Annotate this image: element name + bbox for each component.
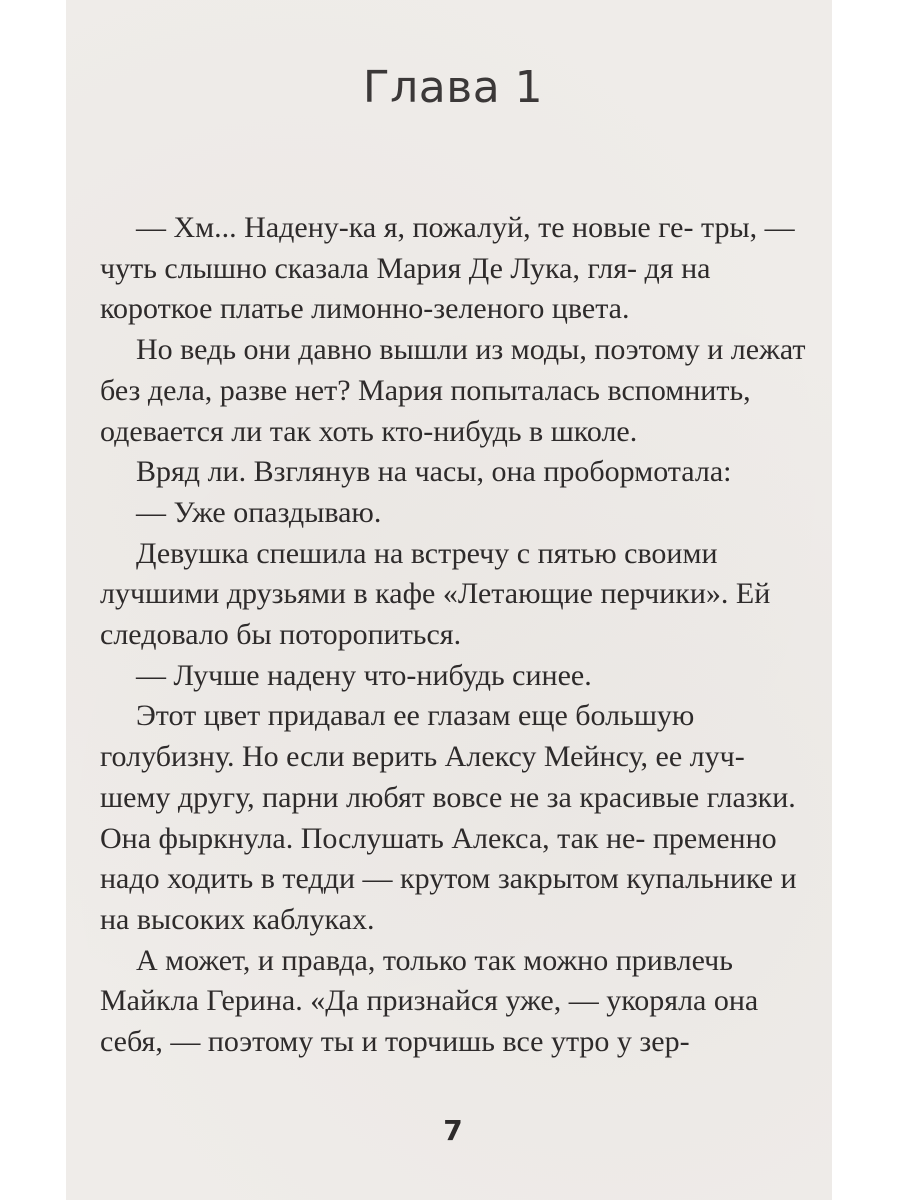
paragraph xyxy=(100,696,816,940)
text-line: и лежат без дела, разве нет? Мария попыталась xyxy=(100,333,806,407)
paragraph xyxy=(100,941,816,1063)
text-line: — Уже опаздываю. xyxy=(136,495,382,529)
paragraph xyxy=(100,534,816,656)
text-line: Вряд ли. Взглянув на часы, она пробормотала: xyxy=(136,455,732,489)
chapter-body xyxy=(100,208,816,1063)
text-line: — Лучше надену что-нибудь синее. xyxy=(136,658,592,692)
text-line: вспомнить, одевается ли так хоть кто-нибудь xyxy=(100,373,751,448)
text-line: — Хм... Надену-ка я, пожалуй, те новые ге- xyxy=(136,211,694,244)
chapter-title: Глава 1 xyxy=(362,62,544,113)
text-line: тры, — чуть слышно сказала Мария Де Лука, гля- xyxy=(100,211,795,285)
paragraph xyxy=(100,330,816,452)
text-line: в школе. xyxy=(529,414,638,448)
text-line: она себя, — поэтому ты и торчишь все утро у зер- xyxy=(100,984,759,1059)
paragraph xyxy=(100,452,816,493)
paragraph xyxy=(100,208,816,330)
text-line: дя на короткое платье лимонно-зеленого цвета. xyxy=(100,251,711,326)
page-number: 7 xyxy=(443,1114,463,1147)
text-line: Майкла Герина. «Да признайся уже, — укоряла xyxy=(100,984,707,1018)
text-line: Этот цвет придавал ее глазам еще большую xyxy=(136,699,695,733)
text-line: Но ведь они давно вышли из моды, поэтому xyxy=(136,333,700,367)
text-line: глазки. Она фыркнула. Послушать Алекса, так не- xyxy=(100,780,796,855)
text-line: лучшими друзьями в кафе «Летающие перчики». xyxy=(100,577,729,611)
text-line: шему другу, парни любят вовсе не за красивые xyxy=(100,780,700,814)
text-line: Ей следовало бы поторопиться. xyxy=(100,577,771,652)
text-line: Девушка спешила на встречу с пятью своими xyxy=(136,536,718,570)
text-line: пременно надо ходить в тедди — крутом закрытом xyxy=(100,821,777,896)
text-line: голубизну. Но если верить Алексу Мейнсу, ее луч- xyxy=(100,740,745,774)
paragraph xyxy=(100,656,816,697)
text-line: купальнике и на высоких каблуках. xyxy=(100,862,797,936)
paragraph xyxy=(100,493,816,534)
text-line: А может, и правда, только так можно привлечь xyxy=(136,943,733,977)
